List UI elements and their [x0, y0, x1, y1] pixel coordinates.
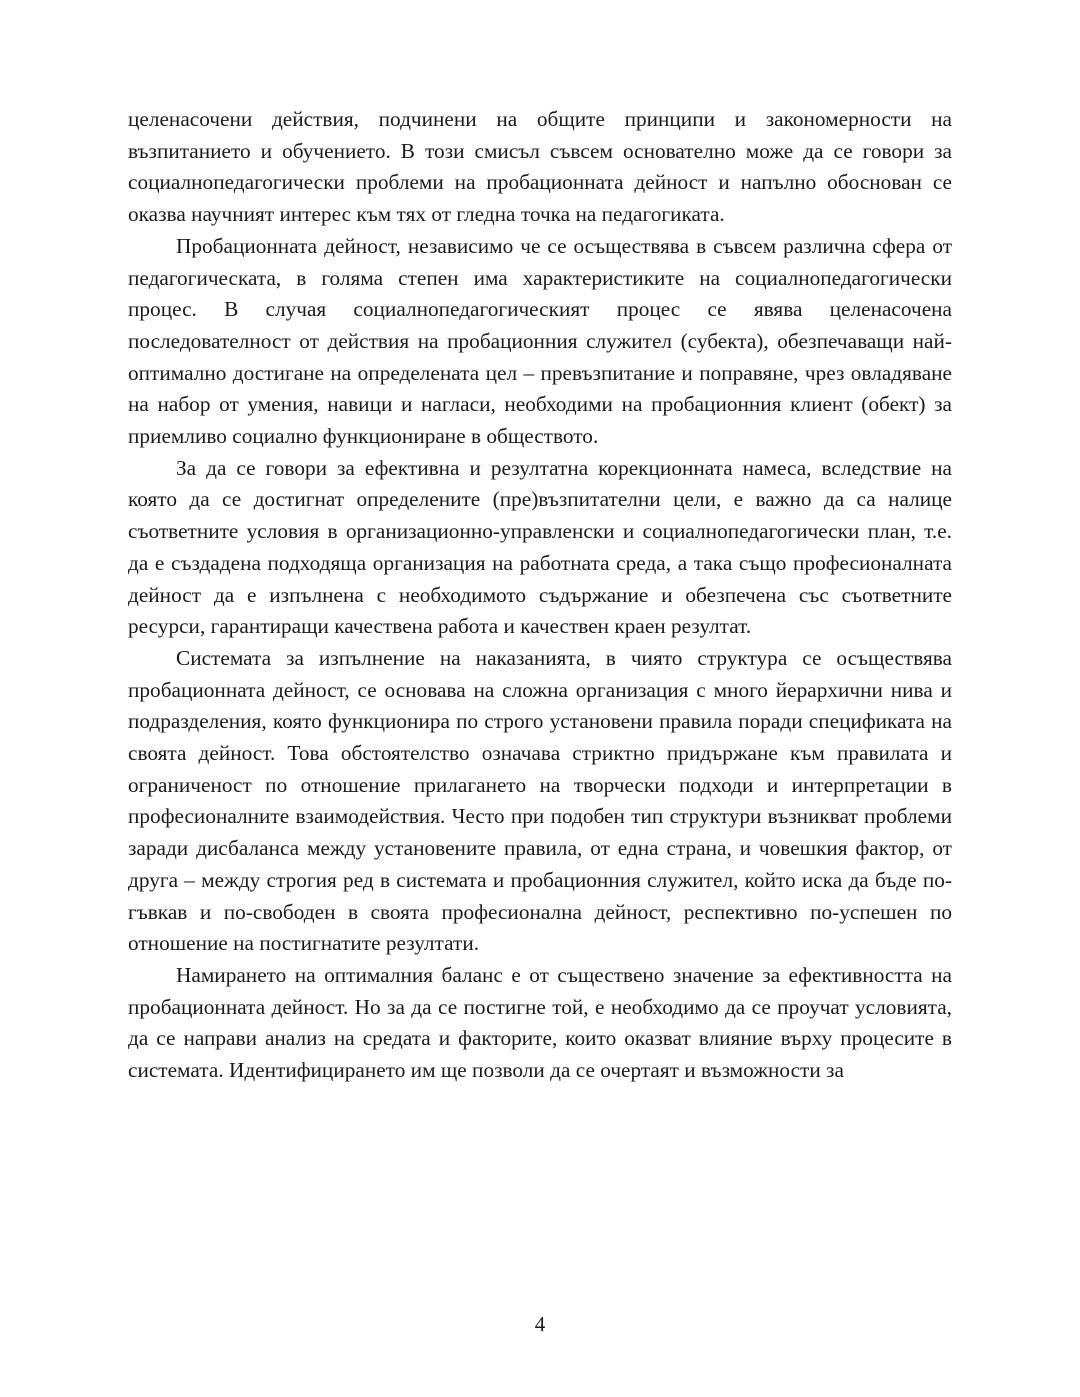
page-number: 4	[534, 1312, 546, 1336]
paragraph-optimal-balance: Намирането на оптималния баланс е от съществено значение за ефективността на пробационната дейност. Но за да се постигне той, е необходимо да се проучат условията, да се направи анализ на средата и факторите, които оказват влияние върху процесите в системата. Идентифицирането им ще позволи да се очертаят и възможности за	[128, 962, 952, 1083]
paragraph-probation-activity: Пробационната дейност, независимо че се осъществява в съвсем различна сфера от педагогическата, в голяма степен има характеристиките на социалнопедагогически процес. В случая социалнопедагогическият процес се явява целенасочена последователност от действия на пробационния служител (субекта), обезпечаващи най-оптимално достигане на определената цел – превъзпитание и поправяне, чрез овладяване на набор от умения, навици и нагласи, необходими на пробационния клиент (обект) за приемливо социално функциониране в обществото.	[128, 233, 952, 449]
paragraph-correctional-intervention: За да се говори за ефективна и резултатна корекционната намеса, вследствие на която да се достигнат определените (пре)възпитателни цели, е важно да са налице съответните условия в организационно-управленски и социалнопедагогически план, т.е. да е създадена подходяща организация на работната среда, а така също професионалната дейност да е изпълнена с необходимото съдържание и обезпечена със съответните ресурси, гарантиращи качествена работа и качествен краен резултат.	[128, 455, 952, 639]
paragraph-continuation: целенасочени действия, подчинени на общите принципи и закономерности на възпитанието и обучението. В този смисъл съвсем основателно може да се говори за социалнопедагогически проблеми на пробационната дейност и напълно обоснован се оказва научният интерес към тях от гледна точка на педагогиката.	[128, 107, 952, 227]
body-text	[128, 104, 952, 1087]
paragraph-penalty-system: Системата за изпълнение на наказанията, в чиято структура се осъществява пробационната дейност, се основава на сложна организация с много йерархични нива и подразделения, която функционира по строго установени правила поради спецификата на своята дейност. Това обстоятелство означава стриктно придържане към правилата и ограниченост по отношение прилагането на творчески подходи и интерпретации в професионалните взаимодействия. Често при подобен тип структури възникват проблеми заради дисбаланса между установените правила, от една страна, и човешкия фактор, от друга – между строгия ред в системата и пробационния служител, който иска да бъде по-гъвкав и по-свободен в своята професионална дейност, респективно по-успешен по отношение на постигнатите резултати.	[128, 645, 952, 956]
